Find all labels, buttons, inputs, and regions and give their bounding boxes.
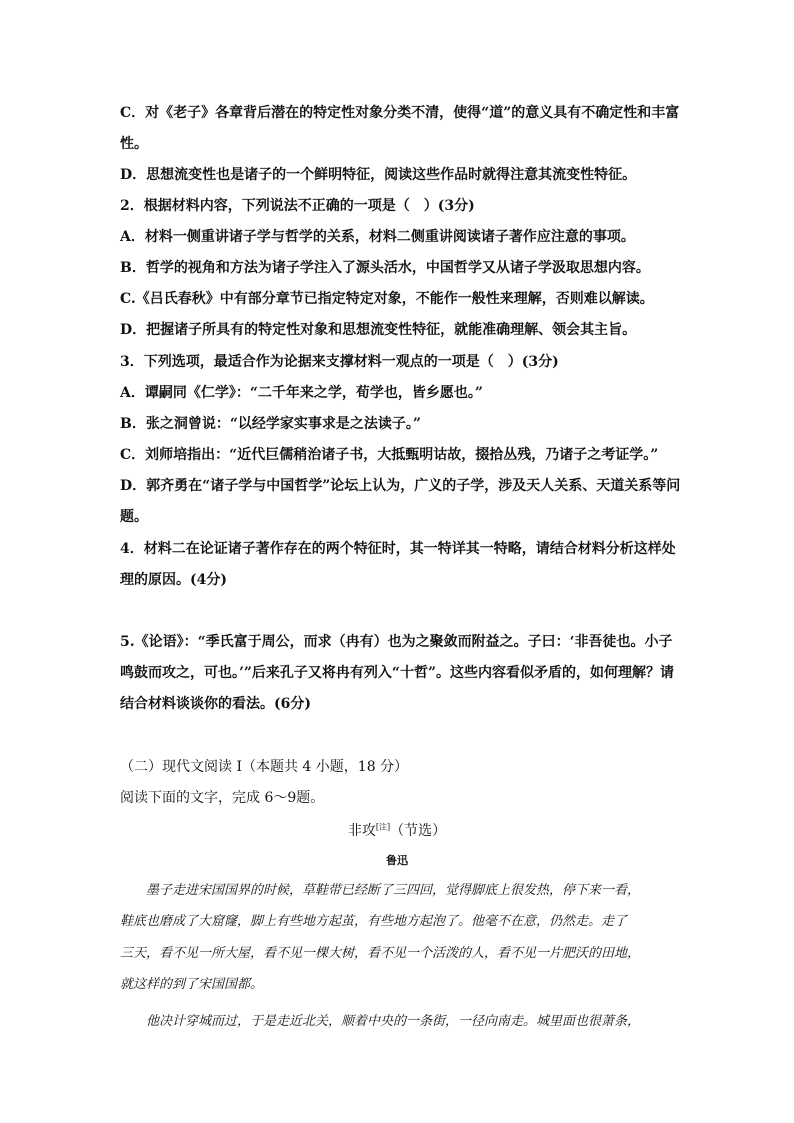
question-4-line-1: 4．材料二在论证诸子著作存在的两个特征时，其一特详其一特略，请结合材料分析这样处 [120, 541, 676, 557]
question-2: 2．根据材料内容，下列说法不正确的一项是（ ）(3分) [120, 198, 475, 214]
passage-paragraph-line-3: 三天，看不见一所大屋，看不见一棵大树，看不见一个活泼的人，看不见一片肥沃的田地， [120, 946, 641, 961]
passage-note-marker: [注] [375, 822, 391, 832]
q3-option-d-line-2: 题。 [120, 509, 148, 525]
question-4-line-2: 理的原因。(4分) [120, 572, 227, 588]
question-3: 3．下列选项，最适合作为论据来支撑材料一观点的一项是（ ）(3分) [120, 354, 559, 370]
question-5-line-2: 鸣鼓而攻之，可也。’”后来孔子又将冉有列入“十哲”。这些内容看似矛盾的，如何理解？请 [120, 665, 675, 681]
option-c-line-2: 性。 [120, 136, 148, 152]
passage-title [0, 820, 794, 840]
q3-option-c: C．刘师培指出：“近代巨儒稍治诸子书，大抵甄明诂故，掇拾丛残，乃诸子之考证学。” [120, 447, 659, 463]
passage-author: 鲁迅 [386, 854, 408, 867]
section-header: （二）现代文阅读 I（本题共 4 小题，18 分） [120, 759, 409, 775]
option-d-line: D．思想流变性也是诸子的一个鲜明特征，阅读这些作品时就得注意其流变性特征。 [120, 167, 637, 183]
q3-option-b: B．张之洞曾说：“以经学家实事求是之法读子。” [120, 416, 421, 432]
q2-option-b: B．哲学的视角和方法为诸子学注入了源头活水，中国哲学又从诸子学汲取思想内容。 [120, 260, 650, 276]
q2-option-a: A．材料一侧重讲诸子学与哲学的关系，材料二侧重讲阅读诸子著作应注意的事项。 [120, 229, 635, 245]
q2-option-d: D．把握诸子所具有的特定性对象和思想流变性特征，就能准确理解、领会其主旨。 [120, 322, 637, 338]
q2-option-c: C.《吕氏春秋》中有部分章节已指定特定对象，不能作一般性来理解，否则难以解读。 [120, 291, 654, 307]
passage-paragraph-line-5: 他决计穿城而过，于是走近北关，顺着中央的一条街，一径向南走。城里面也很萧条， [120, 1014, 641, 1029]
q3-option-a: A．谭嗣同《仁学》：“二千年来之学，荀学也，皆乡愿也。” [120, 385, 483, 401]
passage-paragraph-line-1: 墨子走进宋国国界的时候，草鞋带已经断了三四回，觉得脚底上很发热，停下来一看， [120, 883, 641, 898]
reading-instruction: 阅读下面的文字，完成 6～9题。 [120, 790, 325, 806]
option-c-line-1: C．对《老子》各章背后潜在的特定性对象分类不清，使得“道”的意义具有不确定性和丰富 [120, 105, 680, 121]
passage-subtitle: （节选） [390, 823, 447, 839]
q3-option-d-line-1: D．郭齐勇在“诸子学与中国哲学”论坛上认为，广义的子学，涉及天人关系、天道关系等问 [120, 478, 681, 494]
passage-paragraph-line-2: 鞋底也磨成了大窟窿，脚上有些地方起茧，有些地方起泡了。他毫不在意，仍然走。走了 [120, 914, 628, 929]
question-5-line-3: 结合材料谈谈你的看法。(6分) [120, 696, 311, 712]
passage-paragraph-line-4: 就这样的到了宋国国都。 [120, 977, 264, 992]
passage-title-text: 非攻 [347, 823, 376, 839]
question-5-line-1: 5.《论语》：“季氏富于周公，而求（冉有）也为之聚敛而附益之。子曰：‘非吾徒也。小子 [120, 634, 673, 650]
